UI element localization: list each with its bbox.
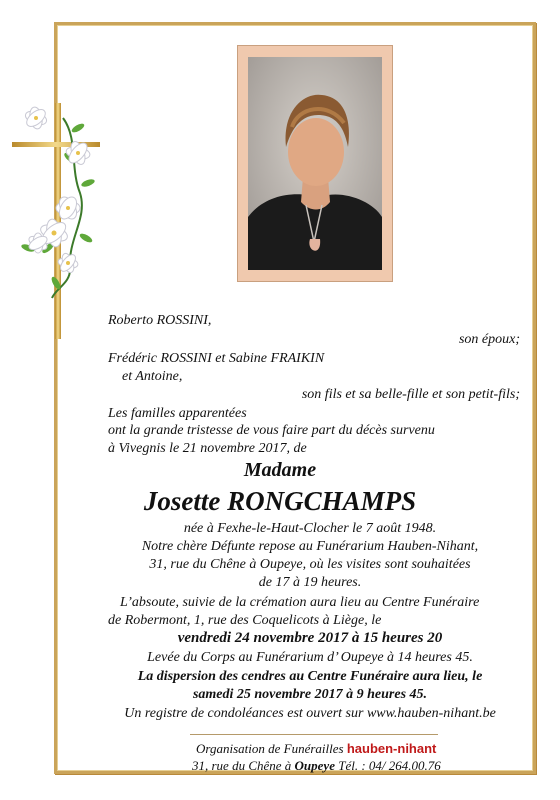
brand-logo: hauben-nihant [346,741,437,756]
relation-spouse: son époux; [458,332,520,347]
footer-organisation [196,740,436,757]
footer-address [192,757,441,774]
service-info: L’absoute, suivie de la crémation aura lieu au Centre Funéraire [120,595,480,610]
footer-address-city: Oupeye [294,758,335,773]
service-date: vendredi 24 novembre 2017 à 15 heures 20 [177,630,443,646]
ashes-date: samedi 25 novembre 2017 à 9 heures 45. [192,687,428,702]
levee-info: Levée du Corps au Funérarium d’ Oupeye à 14 heures 45. [147,650,473,665]
deceased-name: Josette RONGCHAMPS [143,486,417,516]
family-relatives: Les familles apparentées [108,406,247,421]
family-member-spouse: Roberto ROSSINI, [108,313,212,328]
portrait-photo [248,57,382,270]
announcement-line: à Vivegnis le 21 novembre 2017, de [108,441,307,456]
service-info: de Robermont, 1, rue des Coquelicots à Liège, le [108,613,382,628]
cross-with-flowers-icon [8,98,104,348]
deceased-title: Madame [243,459,317,481]
birth-info: née à Fexhe-le-Haut-Clocher le 7 août 1948. [183,521,437,536]
condolence-register: Un registre de condoléances est ouvert sur www.hauben-nihant.be [124,706,496,721]
ashes-info: La dispersion des cendres au Centre Funéraire aura lieu, le [137,669,483,684]
family-member-grandson: et Antoine, [122,369,183,384]
family-member-son: Frédéric ROSSINI et Sabine FRAIKIN [108,351,325,366]
footer-org-label: Organisation de Funérailles [196,741,344,756]
visiting-hours: de 17 à 19 heures. [258,575,362,590]
footer-address-street: 31, rue du Chêne à [192,758,292,773]
rest-info: 31, rue du Chêne à Oupeye, où les visites sont souhaitées [149,557,471,572]
rest-info: Notre chère Défunte repose au Funérarium Hauben-Nihant, [141,539,479,554]
relation-son: son fils et sa belle-fille et son petit-fils; [301,387,520,402]
announcement-line: ont la grande tristesse de vous faire part du décès survenu [108,423,435,438]
footer-divider [190,734,438,735]
footer-phone: Tél. : 04/ 264.00.76 [338,758,441,773]
